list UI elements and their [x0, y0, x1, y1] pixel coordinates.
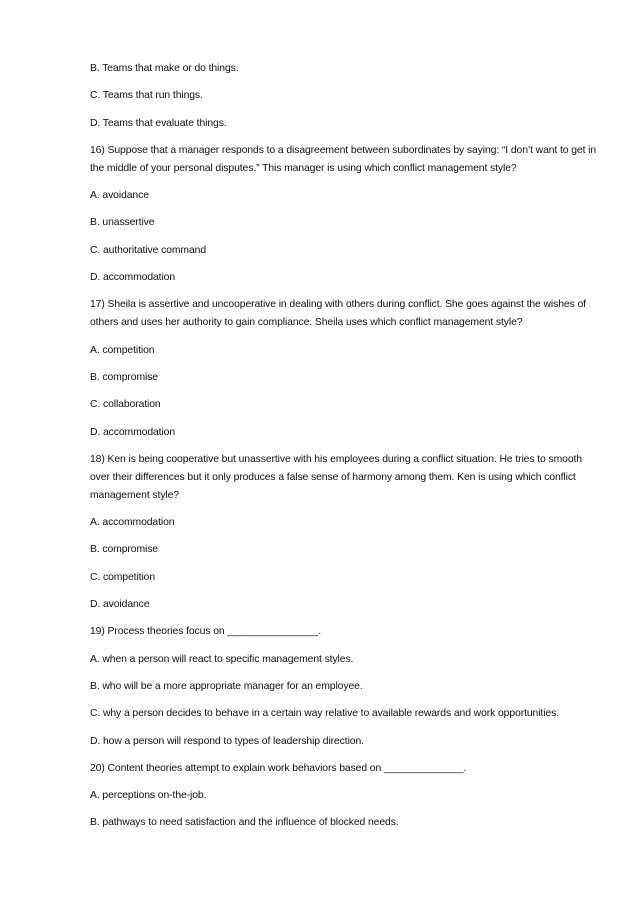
- answer-option: B. unassertive: [90, 217, 155, 229]
- answer-option: A. perceptions on-the-job.: [90, 790, 207, 802]
- answer-option: B. compromise: [90, 371, 158, 383]
- question-17: 17) Sheila is assertive and uncooperative in dealing with others during conflict. She goes against the wishes of others and uses her authority to gain compliance. Sheila uses which conflict management style?: [90, 299, 589, 329]
- answer-option: C. Teams that run things.: [90, 90, 203, 102]
- answer-option: D. avoidance: [90, 599, 150, 611]
- question-19: 19) Process theories focus on ________________.: [90, 626, 321, 638]
- answer-option: C. collaboration: [90, 399, 161, 411]
- answer-option: D. Teams that evaluate things.: [90, 117, 227, 129]
- answer-option: C. competition: [90, 571, 156, 583]
- answer-option: B. who will be a more appropriate manager for an employee.: [90, 680, 363, 692]
- answer-option: B. compromise: [90, 544, 158, 556]
- answer-option: D. accommodation: [90, 272, 176, 284]
- question-16: 16) Suppose that a manager responds to a disagreement between subordinates by saying: “I don’t want to get in the middle of your personal disputes.” This manager is using which conflict management style?: [90, 144, 599, 174]
- question-18: 18) Ken is being cooperative but unassertive with his employees during a conflict situation. He tries to smooth over their differences but it only produces a false sense of harmony among them. Ken is using which conflict management style?: [90, 453, 585, 501]
- answer-option: A. when a person will react to specific management styles.: [90, 653, 354, 665]
- answer-option: D. how a person will respond to types of leadership direction.: [90, 735, 364, 747]
- answer-option: A. competition: [90, 344, 155, 356]
- document-body: [90, 60, 600, 842]
- answer-option: B. Teams that make or do things.: [90, 63, 239, 74]
- answer-option: A. accommodation: [90, 517, 175, 529]
- answer-option: D. accommodation: [90, 426, 176, 438]
- answer-option: C. authoritative command: [90, 244, 206, 256]
- answer-option: A. avoidance: [90, 190, 149, 202]
- answer-option: B. pathways to need satisfaction and the influence of blocked needs.: [90, 817, 399, 829]
- question-20: 20) Content theories attempt to explain work behaviors based on ______________.: [90, 762, 467, 774]
- answer-option: C. why a person decides to behave in a certain way relative to available rewards and work opportunities.: [90, 708, 559, 720]
